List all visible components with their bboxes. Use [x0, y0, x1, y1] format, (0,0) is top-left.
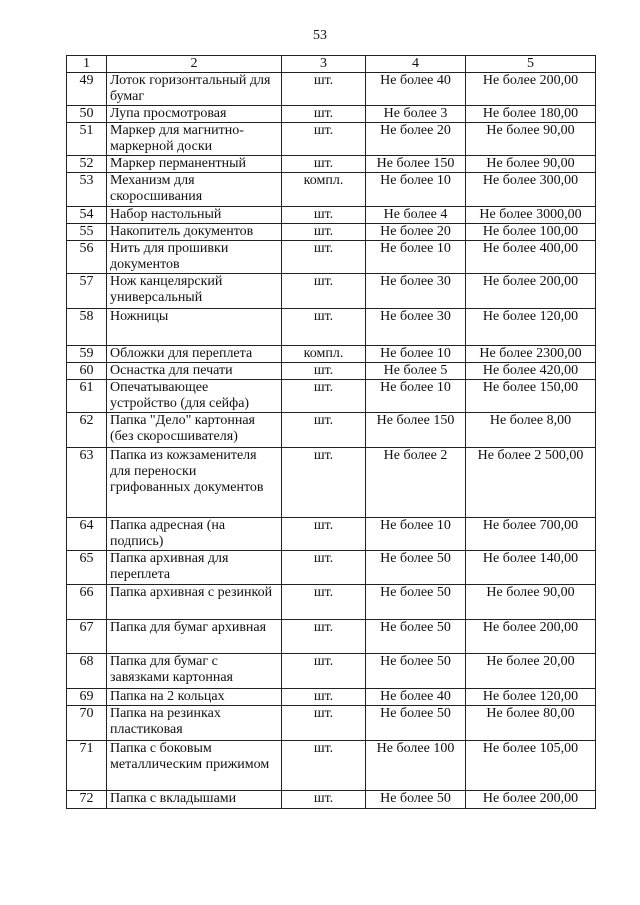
item-name: Набор настольный: [107, 207, 282, 224]
unit-cell: шт.: [282, 363, 366, 380]
quantity-cell: Не более 2: [366, 448, 466, 518]
table-row: [67, 448, 596, 518]
row-number: 66: [67, 585, 107, 620]
item-name: Ножницы: [107, 309, 282, 346]
column-header: 4: [366, 56, 466, 73]
table-row: [67, 309, 596, 346]
row-number: 65: [67, 551, 107, 585]
unit-cell: шт.: [282, 241, 366, 274]
item-name: Опечатывающее устройство (для сейфа): [107, 380, 282, 413]
unit-cell: шт.: [282, 741, 366, 791]
unit-cell: шт.: [282, 585, 366, 620]
price-cell: Не более 400,00: [466, 241, 596, 274]
unit-cell: шт.: [282, 73, 366, 106]
quantity-cell: Не более 5: [366, 363, 466, 380]
unit-cell: шт.: [282, 654, 366, 689]
table-row: [67, 689, 596, 706]
quantity-cell: Не более 30: [366, 274, 466, 309]
price-cell: Не более 2300,00: [466, 346, 596, 363]
quantity-cell: Не более 150: [366, 413, 466, 448]
table-row: [67, 654, 596, 689]
row-number: 63: [67, 448, 107, 518]
price-cell: Не более 20,00: [466, 654, 596, 689]
row-number: 53: [67, 173, 107, 207]
table-row: [67, 173, 596, 207]
table-row: [67, 791, 596, 809]
price-cell: Не более 100,00: [466, 224, 596, 241]
quantity-cell: Не более 20: [366, 123, 466, 156]
price-cell: Не более 120,00: [466, 689, 596, 706]
price-cell: Не более 90,00: [466, 156, 596, 173]
quantity-cell: Не более 50: [366, 585, 466, 620]
price-cell: Не более 700,00: [466, 518, 596, 551]
row-number: 50: [67, 106, 107, 123]
price-cell: Не более 150,00: [466, 380, 596, 413]
price-cell: Не более 300,00: [466, 173, 596, 207]
quantity-cell: Не более 100: [366, 741, 466, 791]
unit-cell: шт.: [282, 551, 366, 585]
quantity-cell: Не более 3: [366, 106, 466, 123]
row-number: 64: [67, 518, 107, 551]
table-header-row: [67, 56, 596, 73]
unit-cell: шт.: [282, 620, 366, 654]
column-header: 3: [282, 56, 366, 73]
price-cell: Не более 120,00: [466, 309, 596, 346]
row-number: 54: [67, 207, 107, 224]
table-row: [67, 346, 596, 363]
quantity-cell: Не более 50: [366, 620, 466, 654]
table-row: [67, 585, 596, 620]
quantity-cell: Не более 50: [366, 551, 466, 585]
item-name: Папка на резинках пластиковая: [107, 706, 282, 741]
table-row: [67, 241, 596, 274]
unit-cell: шт.: [282, 791, 366, 809]
unit-cell: шт.: [282, 123, 366, 156]
table-row: [67, 156, 596, 173]
item-name: Механизм для скоросшивания: [107, 173, 282, 207]
quantity-cell: Не более 4: [366, 207, 466, 224]
row-number: 72: [67, 791, 107, 809]
item-name: Папка для бумаг с завязками картонная: [107, 654, 282, 689]
price-cell: Не более 420,00: [466, 363, 596, 380]
row-number: 71: [67, 741, 107, 791]
unit-cell: шт.: [282, 224, 366, 241]
row-number: 49: [67, 73, 107, 106]
price-cell: Не более 200,00: [466, 791, 596, 809]
item-name: Маркер для магнитно-маркерной доски: [107, 123, 282, 156]
item-name: Оснастка для печати: [107, 363, 282, 380]
unit-cell: компл.: [282, 346, 366, 363]
price-cell: Не более 90,00: [466, 123, 596, 156]
quantity-cell: Не более 20: [366, 224, 466, 241]
unit-cell: шт.: [282, 448, 366, 518]
item-name: Папка "Дело" картонная (без скоросшивателя): [107, 413, 282, 448]
unit-cell: шт.: [282, 689, 366, 706]
item-name: Папка с вкладышами: [107, 791, 282, 809]
unit-cell: шт.: [282, 309, 366, 346]
row-number: 52: [67, 156, 107, 173]
price-table: [66, 55, 596, 809]
unit-cell: шт.: [282, 106, 366, 123]
table-row: [67, 363, 596, 380]
price-cell: Не более 8,00: [466, 413, 596, 448]
price-cell: Не более 105,00: [466, 741, 596, 791]
unit-cell: компл.: [282, 173, 366, 207]
unit-cell: шт.: [282, 706, 366, 741]
price-cell: Не более 80,00: [466, 706, 596, 741]
price-cell: Не более 180,00: [466, 106, 596, 123]
quantity-cell: Не более 50: [366, 654, 466, 689]
item-name: Папка адресная (на подпись): [107, 518, 282, 551]
row-number: 67: [67, 620, 107, 654]
quantity-cell: Не более 50: [366, 791, 466, 809]
row-number: 60: [67, 363, 107, 380]
table-row: [67, 123, 596, 156]
row-number: 57: [67, 274, 107, 309]
row-number: 51: [67, 123, 107, 156]
quantity-cell: Не более 40: [366, 689, 466, 706]
quantity-cell: Не более 50: [366, 706, 466, 741]
item-name: Папка из кожзаменителя для переноски грифованных документов: [107, 448, 282, 518]
price-cell: Не более 140,00: [466, 551, 596, 585]
item-name: Лоток горизонтальный для бумаг: [107, 73, 282, 106]
quantity-cell: Не более 10: [366, 380, 466, 413]
unit-cell: шт.: [282, 413, 366, 448]
row-number: 59: [67, 346, 107, 363]
price-cell: Не более 3000,00: [466, 207, 596, 224]
quantity-cell: Не более 10: [366, 241, 466, 274]
column-header: 2: [107, 56, 282, 73]
table-row: [67, 106, 596, 123]
item-name: Папка архивная для переплета: [107, 551, 282, 585]
item-name: Папка архивная с резинкой: [107, 585, 282, 620]
table-row: [67, 224, 596, 241]
row-number: 68: [67, 654, 107, 689]
table-row: [67, 73, 596, 106]
row-number: 56: [67, 241, 107, 274]
table-row: [67, 380, 596, 413]
table-row: [67, 741, 596, 791]
item-name: Папка для бумаг архивная: [107, 620, 282, 654]
price-cell: Не более 200,00: [466, 73, 596, 106]
column-header: 5: [466, 56, 596, 73]
row-number: 69: [67, 689, 107, 706]
row-number: 70: [67, 706, 107, 741]
row-number: 55: [67, 224, 107, 241]
table-row: [67, 274, 596, 309]
row-number: 58: [67, 309, 107, 346]
price-cell: Не более 90,00: [466, 585, 596, 620]
row-number: 61: [67, 380, 107, 413]
quantity-cell: Не более 150: [366, 156, 466, 173]
item-name: Нить для прошивки документов: [107, 241, 282, 274]
table-row: [67, 620, 596, 654]
quantity-cell: Не более 10: [366, 173, 466, 207]
unit-cell: шт.: [282, 274, 366, 309]
item-name: Маркер перманентный: [107, 156, 282, 173]
table-row: [67, 551, 596, 585]
unit-cell: шт.: [282, 156, 366, 173]
unit-cell: шт.: [282, 518, 366, 551]
quantity-cell: Не более 10: [366, 346, 466, 363]
quantity-cell: Не более 40: [366, 73, 466, 106]
page-number: 53: [313, 28, 327, 43]
quantity-cell: Не более 30: [366, 309, 466, 346]
item-name: Нож канцелярский универсальный: [107, 274, 282, 309]
table-row: [67, 518, 596, 551]
price-cell: Не более 200,00: [466, 274, 596, 309]
table-row: [67, 706, 596, 741]
item-name: Накопитель документов: [107, 224, 282, 241]
price-cell: Не более 2 500,00: [466, 448, 596, 518]
price-cell: Не более 200,00: [466, 620, 596, 654]
item-name: Папка на 2 кольцах: [107, 689, 282, 706]
table-row: [67, 207, 596, 224]
quantity-cell: Не более 10: [366, 518, 466, 551]
item-name: Лупа просмотровая: [107, 106, 282, 123]
unit-cell: шт.: [282, 380, 366, 413]
unit-cell: шт.: [282, 207, 366, 224]
table-row: [67, 413, 596, 448]
item-name: Папка с боковым металлическим прижимом: [107, 741, 282, 791]
row-number: 62: [67, 413, 107, 448]
item-name: Обложки для переплета: [107, 346, 282, 363]
column-header: 1: [67, 56, 107, 73]
